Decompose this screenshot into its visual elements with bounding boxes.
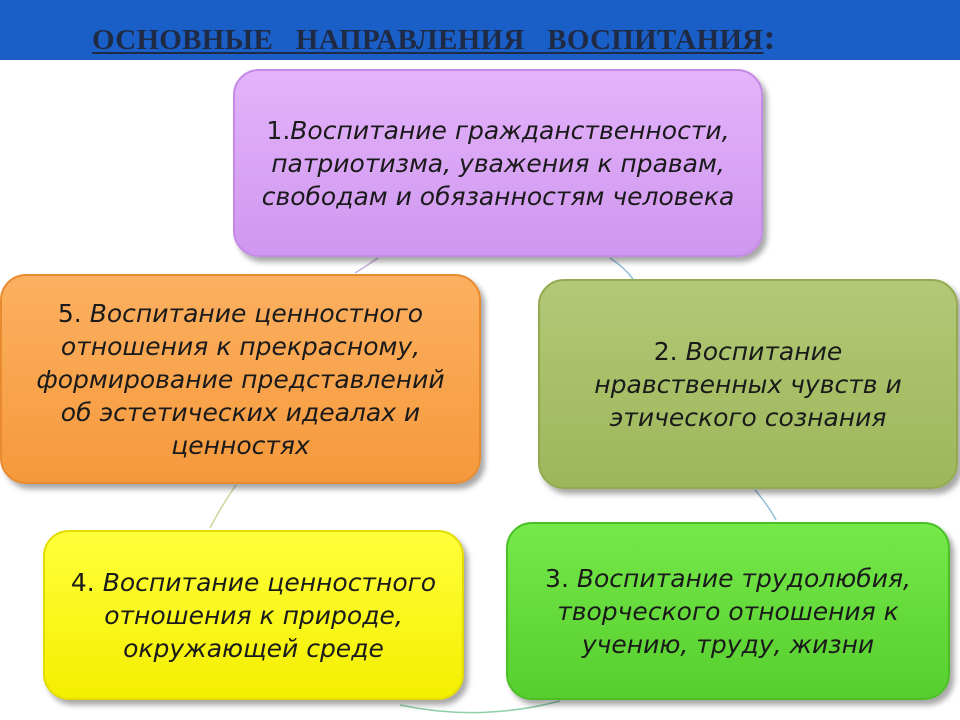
direction-box-2 bbox=[538, 279, 958, 489]
direction-text: Воспитание ценностного отношения к прекрасному, формирование представлений об эстетических идеалах и ценностях bbox=[36, 298, 445, 460]
direction-number: 5. bbox=[57, 298, 82, 328]
direction-text: Воспитание нравственных чувств и этического сознания bbox=[594, 336, 902, 432]
direction-box-5 bbox=[0, 274, 481, 484]
connector-1-2 bbox=[610, 258, 633, 279]
direction-box-1 bbox=[233, 69, 763, 257]
direction-text: Воспитание гражданственности, патриотизма, уважения к правам, свободам и обязанностям человека bbox=[261, 115, 735, 211]
direction-text: Воспитание трудолюбия, творческого отношения к учению, труду, жизни bbox=[557, 563, 911, 659]
title-colon: : bbox=[763, 17, 776, 57]
direction-number: 2. bbox=[653, 336, 678, 366]
direction-text: Воспитание ценностного отношения к природе, окружающей среде bbox=[102, 567, 437, 663]
connector-2-3 bbox=[755, 490, 776, 520]
direction-box-4 bbox=[43, 530, 464, 700]
direction-number: 4. bbox=[70, 567, 95, 597]
connector-3-4 bbox=[400, 701, 560, 713]
direction-box-3 bbox=[506, 522, 950, 700]
title-label: ОСНОВНЫЕ НАПРАВЛЕНИЯ ВОСПИТАНИЯ bbox=[92, 24, 764, 56]
direction-number: 1. bbox=[266, 115, 291, 145]
direction-number: 3. bbox=[545, 563, 569, 593]
connector-4-5 bbox=[210, 485, 236, 528]
connector-5-1 bbox=[355, 258, 378, 273]
